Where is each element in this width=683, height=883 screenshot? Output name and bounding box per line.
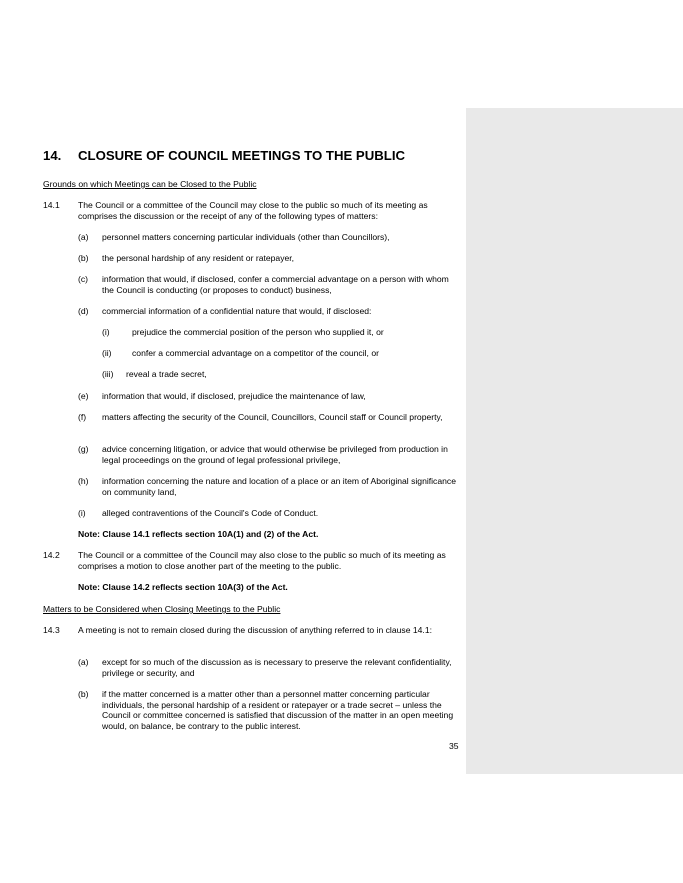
item-text: the personal hardship of any resident or ratepayer, — [102, 253, 295, 263]
section-title: CLOSURE OF COUNCIL MEETINGS TO THE PUBLIC — [78, 148, 406, 163]
item-text: information that would, if disclosed, confer a commercial advantage on a person with whom the Council is conducting (or proposes to conduct) business, — [102, 274, 449, 295]
item-label: (a) — [78, 232, 89, 242]
clause-text: The Council or a committee of the Council may close to the public so much of its meeting as comprises the discussion or the receipt of any of the following types of matters: — [78, 200, 428, 221]
item-label: (f) — [78, 412, 87, 422]
item-label: (c) — [78, 274, 89, 284]
subitem-text: prejudice the commercial position of the person who supplied it, or — [132, 327, 384, 337]
subitem-label: (ii) — [102, 348, 112, 358]
item-text: except for so much of the discussion as is necessary to preserve the relevant confidentiality, privilege or security, and — [102, 657, 452, 678]
item-label: (e) — [78, 391, 89, 401]
clause-14-1-item-a — [78, 232, 463, 243]
item-label: (h) — [78, 476, 89, 486]
clause-14-1-item-i — [78, 508, 463, 519]
section-number: 14. — [43, 148, 62, 163]
clause-text: The Council or a committee of the Council may also close to the public so much of its meeting as comprises a motion to close another part of the meeting to the public. — [78, 550, 446, 571]
clause-14-3-item-b — [78, 689, 463, 731]
item-label: (d) — [78, 306, 89, 316]
clause-14-1-item-c — [78, 274, 463, 295]
clause-14-2-note: Note: Clause 14.2 reflects section 10A(3) of the Act. — [78, 582, 288, 592]
clause-14-1-item-d — [78, 306, 463, 317]
clause-14-1-item-b — [78, 253, 463, 264]
subheading-grounds: Grounds on which Meetings can be Closed to the Public — [43, 179, 257, 189]
clause-14-1-item-h — [78, 476, 463, 497]
item-label: (b) — [78, 253, 89, 263]
clause-text: A meeting is not to remain closed during the discussion of anything referred to in clause 14.1: — [78, 625, 432, 635]
comment-pane — [466, 108, 683, 774]
item-text: commercial information of a confidential nature that would, if disclosed: — [102, 306, 372, 316]
clause-14-1 — [43, 200, 463, 221]
section-heading — [43, 148, 463, 163]
clause-14-3 — [43, 625, 463, 636]
clause-14-1-item-f — [78, 412, 463, 423]
item-text: advice concerning litigation, or advice that would otherwise be privileged from production in legal proceedings on the ground of legal professional privilege, — [102, 444, 448, 465]
clause-number: 14.2 — [43, 550, 60, 560]
subitem-label: (iii) — [102, 369, 114, 379]
document-page — [43, 0, 463, 883]
item-label: (b) — [78, 689, 89, 699]
item-label: (a) — [78, 657, 89, 667]
item-text: information concerning the nature and location of a place or an item of Aboriginal significance on community land, — [102, 476, 456, 497]
item-label: (g) — [78, 444, 89, 454]
clause-14-1-d-subitem-ii — [102, 348, 463, 359]
clause-14-1-d-subitem-iii — [102, 369, 463, 380]
item-text: information that would, if disclosed, prejudice the maintenance of law, — [102, 391, 366, 401]
clause-number: 14.1 — [43, 200, 60, 210]
item-text: if the matter concerned is a matter other than a personnel matter concerning particular individuals, the personal hardship of a resident or ratepayer or a trade secret – unless the Council or committee concerned is satisfied that discussion of the matter in an open meeting would, on balance, be contrary to the public interest. — [102, 689, 454, 731]
item-text: alleged contraventions of the Council's Code of Conduct. — [102, 508, 319, 518]
clause-14-1-note: Note: Clause 14.1 reflects section 10A(1) and (2) of the Act. — [78, 529, 319, 539]
clause-number: 14.3 — [43, 625, 60, 635]
subheading-matters: Matters to be Considered when Closing Meetings to the Public — [43, 604, 281, 614]
clause-14-2 — [43, 550, 463, 571]
clause-14-1-item-g — [78, 444, 463, 465]
item-text: matters affecting the security of the Council, Councillors, Council staff or Council property, — [102, 412, 443, 422]
item-label: (i) — [78, 508, 86, 518]
item-text: personnel matters concerning particular individuals (other than Councillors), — [102, 232, 390, 242]
clause-14-1-d-subitem-i — [102, 327, 463, 338]
subitem-text: reveal a trade secret, — [126, 369, 207, 379]
subitem-label: (i) — [102, 327, 110, 337]
page-number: 35 — [449, 741, 459, 751]
clause-14-1-item-e — [78, 391, 463, 402]
clause-14-3-item-a — [78, 657, 463, 678]
subitem-text: confer a commercial advantage on a competitor of the council, or — [132, 348, 379, 358]
